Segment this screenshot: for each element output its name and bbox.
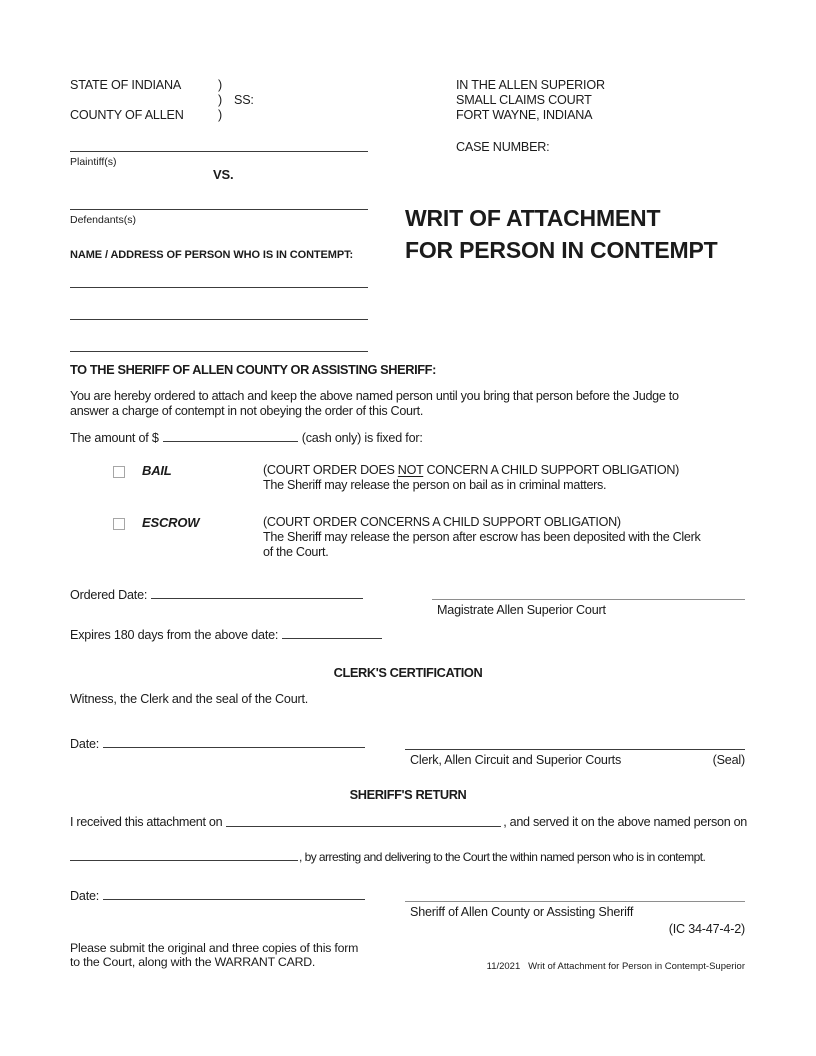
- served-date-field[interactable]: [70, 849, 298, 861]
- received-prefix: I received this attachment on: [70, 815, 223, 829]
- expires-label: Expires 180 days from the above date:: [70, 628, 279, 642]
- bail-label: BAIL: [142, 463, 172, 478]
- escrow-label: ESCROW: [142, 515, 200, 530]
- served-sentence: [70, 849, 705, 865]
- received-date-field[interactable]: [226, 815, 501, 827]
- bail-checkbox[interactable]: [113, 466, 125, 478]
- vs-label: VS.: [213, 167, 234, 182]
- bail-desc-post: CONCERN A CHILD SUPPORT OBLIGATION): [423, 463, 680, 477]
- magistrate-signature-line[interactable]: [432, 587, 745, 600]
- court-name-line-2: SMALL CLAIMS COURT: [456, 93, 592, 107]
- sheriff-date-label: Date:: [70, 889, 100, 903]
- clerk-signature-line[interactable]: [405, 737, 745, 750]
- venue-state-label: STATE OF INDIANA: [70, 78, 182, 92]
- order-paragraph-line-1: You are hereby ordered to attach and keep the above named person until you bring that person before the Judge to: [70, 389, 679, 403]
- sheriff-signature-caption: Sheriff of Allen County or Assisting Sheriff: [410, 905, 634, 919]
- contempt-address-field-2[interactable]: [70, 307, 368, 320]
- form-footer-id: 11/2021 Writ of Attachment for Person in Contempt-Superior: [486, 961, 745, 972]
- amount-suffix: (cash only) is fixed for:: [301, 431, 423, 445]
- received-sentence: [70, 815, 747, 829]
- clerk-date-label: Date:: [70, 737, 100, 751]
- case-number-label: CASE NUMBER:: [456, 140, 550, 154]
- ordered-date-field[interactable]: [151, 587, 363, 599]
- expires-sentence: [70, 627, 386, 643]
- amount-sentence: [70, 430, 423, 446]
- ordered-date-label: Ordered Date:: [70, 588, 148, 602]
- amount-field[interactable]: [163, 430, 298, 442]
- sheriffs-return-heading: SHERIFF'S RETURN: [349, 787, 467, 802]
- escrow-description-line-2: The Sheriff may release the person after escrow has been deposited with the Clerk: [263, 530, 701, 544]
- plaintiff-name-field[interactable]: [70, 139, 368, 152]
- escrow-description-line-3: of the Court.: [263, 545, 329, 559]
- sheriff-signature-line[interactable]: [405, 889, 745, 902]
- contempt-address-field-3[interactable]: [70, 339, 368, 352]
- received-suffix: , and served it on the above named person on: [503, 815, 747, 829]
- court-name-line-3: FORT WAYNE, INDIANA: [456, 108, 593, 122]
- sheriff-address-heading: TO THE SHERIFF OF ALLEN COUNTY OR ASSISTING SHERIFF:: [70, 362, 436, 377]
- clerk-signature-caption: Clerk, Allen Circuit and Superior Courts: [410, 753, 622, 767]
- defendant-name-field[interactable]: [70, 197, 368, 210]
- magistrate-caption: Magistrate Allen Superior Court: [437, 603, 606, 617]
- venue-paren-1: ): [218, 78, 222, 92]
- bail-description-line-1: [263, 463, 679, 478]
- bail-desc-not: NOT: [397, 463, 424, 477]
- form-title: [405, 202, 718, 266]
- witness-text: Witness, the Clerk and the seal of the Court.: [70, 692, 309, 706]
- clerk-date-field[interactable]: [103, 736, 365, 748]
- sheriff-date-field[interactable]: [103, 888, 365, 900]
- escrow-description-line-1: (COURT ORDER CONCERNS A CHILD SUPPORT OBLIGATION): [263, 515, 621, 529]
- statute-citation: (IC 34-47-4-2): [668, 922, 745, 936]
- defendant-caption: Defendants(s): [70, 214, 136, 226]
- submission-note-line-2: to the Court, along with the WARRANT CARD.: [70, 955, 316, 969]
- bail-desc-pre: (COURT ORDER DOES: [263, 463, 398, 477]
- venue-paren-3: ): [218, 108, 222, 122]
- bail-description-line-2: The Sheriff may release the person on bail as in criminal matters.: [263, 478, 607, 492]
- served-suffix: , by arresting and delivering to the Court the within named person who is in contempt.: [299, 850, 706, 864]
- clerk-date-sentence: [70, 736, 369, 752]
- form-title-line-1: WRIT OF ATTACHMENT: [405, 205, 661, 231]
- form-title-line-2: FOR PERSON IN CONTEMPT: [405, 237, 718, 263]
- plaintiff-caption: Plaintiff(s): [70, 156, 117, 168]
- contempt-address-field-1[interactable]: [70, 275, 368, 288]
- court-name-line-1: IN THE ALLEN SUPERIOR: [456, 78, 605, 92]
- seal-caption: (Seal): [712, 753, 745, 767]
- submission-note-line-1: Please submit the original and three copies of this form: [70, 941, 359, 955]
- order-paragraph-line-2: answer a charge of contempt in not obeying the order of this Court.: [70, 404, 424, 418]
- ordered-date-sentence: [70, 587, 367, 603]
- venue-ss-label: SS:: [234, 93, 254, 107]
- sheriff-date-sentence: [70, 888, 369, 904]
- contempt-person-heading: NAME / ADDRESS OF PERSON WHO IS IN CONTEMPT:: [70, 249, 354, 261]
- expires-date-field[interactable]: [282, 627, 382, 639]
- escrow-checkbox[interactable]: [113, 518, 125, 530]
- clerk-certification-heading: CLERK'S CERTIFICATION: [333, 665, 483, 680]
- venue-paren-2: ): [218, 93, 222, 107]
- amount-prefix: The amount of $: [70, 431, 159, 445]
- venue-county-label: COUNTY OF ALLEN: [70, 108, 184, 122]
